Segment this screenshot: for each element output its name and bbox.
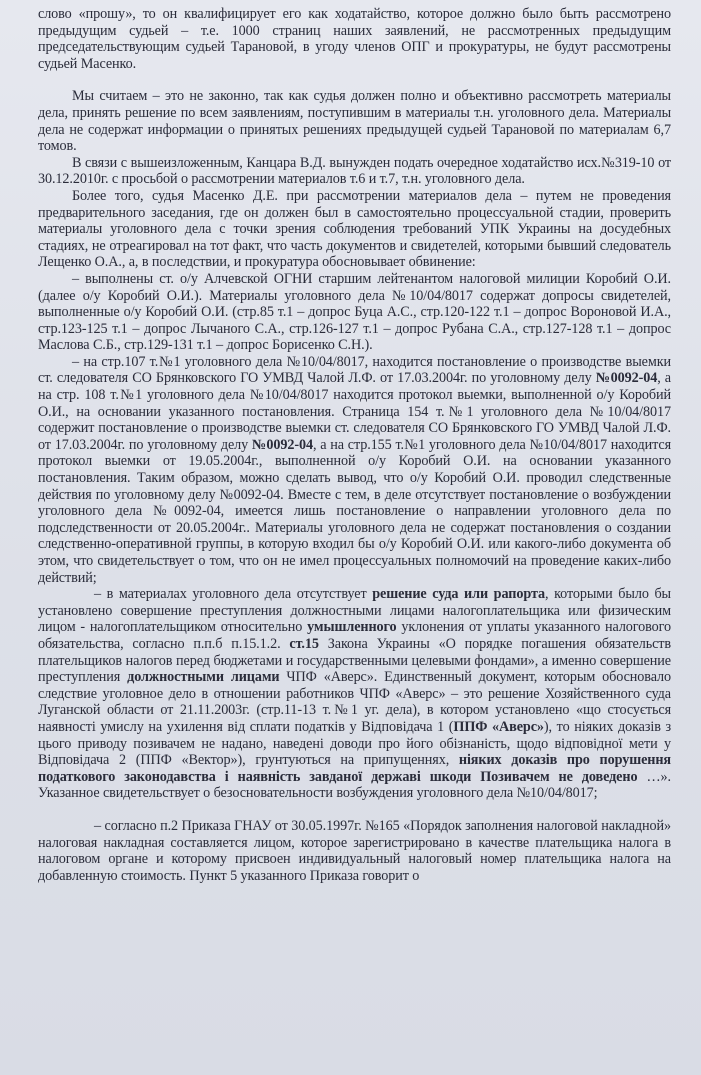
text-run: – в материалах уголовного дела отсутствует xyxy=(94,586,373,603)
paragraph-continuation xyxy=(38,6,671,72)
text-run: , а на стр. 108 т.№1 уголовного дела №10/04/8017 находится протокол выемки, выполненной о/у Коробий О.И., на основании указанного постановления. Страница 154 т.№1 уголовного дела №10/04/8017 содержит постановление о производстве выемки ст. следователя СО Брянковского ГО УМВД Чалой Л.Ф. от 17.03.2004г. по уголовному делу xyxy=(38,370,672,453)
text-run: ЧПФ «Аверс». Единственный документ, которым обосновало следствие уголовное дело в отношении работников ЧПФ «Аверс» – это решение Хозяйственного суда Луганской области от 21.11.2003г. (стр.11-13 т.№1 уг. дела), в котором установлено «що стосується наявності умислу на ухилення від сплати податків у Відповідача 1 ( xyxy=(38,669,671,735)
bold-case-number: №0092-04 xyxy=(251,436,314,453)
paragraph-court-decision xyxy=(38,586,671,802)
bold-text: решение суда или рапорта xyxy=(372,586,545,603)
bold-text: умышленного xyxy=(307,619,397,636)
text-run: Более того, судья Масенко Д.Е. при рассмотрении материалов дела – путем не проведения предварительного заседания, где он должен был в самостоятельно процессуальной стадии, проверить материалы уголовного дела с точки зрения соблюдения требований УПК Украины на досудебных стадиях, не отреагировал на тот факт, что часть документов и свидетелей, которыми бывший следователь Лещенко О.А., а, в последствии, и прокуратура обосновывает обвинение: xyxy=(38,187,671,271)
text-run: ), то ніяких доказів з цього приводу позивачем не надано, наведені доводи про його обізнаність, щодо відповідної мети у Відповідача 2 (ППФ «Вектор»), грунтуються на припущеннях, xyxy=(38,718,671,769)
paragraph-petition xyxy=(38,155,671,188)
bold-text: ППФ «Аверс» xyxy=(453,718,544,735)
paragraph-judge-review xyxy=(38,188,671,271)
text-run: Закона Украины «О порядке погашения обязательств плательщиков налогов перед бюджетами и государственными целевыми фондами», а именно совершение преступления xyxy=(38,635,672,686)
text-run: Мы считаем – это не законно, так как судья должен полно и объективно рассмотреть материалы дела, принять решение по всем заявлениям, поступившим в материалы т.н. уголовного дела. Материалы дела не содержат информации о принятых решениях предыдущей судьей Тарановой по материалам 6,7 томов. xyxy=(38,88,671,155)
paragraph-objection xyxy=(38,88,671,154)
text-run: слово «прошу», то он квалифицирует его как ходатайство, которое должно было быть рассмотрено предыдущим судьей – т.е. 1000 страниц наших заявлений, не рассмотренных предыдущим председательствующим судьей Тарановой, в угоду членов ОПГ и прокуратуры, не будут рассмотрены судьей Масенко. xyxy=(38,6,671,72)
text-run: , а на стр.155 т.№1 уголовного дела №10/04/8017 находится протокол выемки от 19.05.2004г., выполненной о/у Коробий О.И. на основании указанного постановления. Таким образом, можно сделать вывод, что о/у Коробий О.И. проводил следственные действия по уголовному делу №0092-04. Вместе с тем, в деле отсутствует постановление о возбуждении уголовного дела №0092-04, имеется лишь постановление о направлении уголовного дела по подследственности от 20.05.2004г.. Материалы уголовного дела не содержат постановления о создании следственно-оперативной группы, в которую входил бы о/у Коробий О.И. или какого-либо документа об этом, что свидетельствует о том, что он не имел процессуальных полномочий на проведение каких-либо действий; xyxy=(38,436,672,586)
text-run: – выполнены ст. о/у Алчевской ОГНИ старшим лейтенантом налоговой милиции Коробий О.И. (далее о/у Коробий О.И.). Материалы уголовного дела №10/04/8017 содержат допросы свидетелей, выполненные о/у Коробий О.И. (стр.85 т.1 – допрос Буца А.С., стр.120-122 т.1 – допрос Вороновой И.А., стр.123-125 т.1 – допрос Лычаного С.А., стр.126-127 т.1 – допрос Рубана С.А., стр.127-128 т.1 – допрос Маслова С.Б., стр.129-131 т.1 – допрос Борисенко С.Н.). xyxy=(38,270,671,354)
bold-case-number: №0092-04 xyxy=(595,370,658,387)
text-run: …». Указанное свидетельствует о безосновательности возбуждения уголовного дела №10/04/8017; xyxy=(38,768,671,802)
paragraph-tax-invoice xyxy=(38,818,671,884)
text-run: уклонения от уплаты указанного налогового обязательства, согласно п.п.б п.15.1.2. xyxy=(38,619,672,652)
text-run: – на стр.107 т.№1 уголовного дела №10/04/8017, находится постановление о производстве выемки ст. следователя СО Брянковского ГО УМВД Чалой Л.Ф. от 17.03.2004г. по уголовному делу xyxy=(38,353,671,387)
bold-text: ст.15 xyxy=(289,635,319,652)
text-run: – согласно п.2 Приказа ГНАУ от 30.05.1997г. №165 «Порядок заполнения налоговой накладной» налоговая накладная составляется лицом, которое зарегистрировано в качестве плательщика налога в налоговом органе и которому присвоен индивидуальный налоговый номер плательщика налога на добавленную стоимость. Пункт 5 указанного Приказа говорит о xyxy=(38,817,671,884)
text-run: , которыми было бы установлено совершение преступления должностными лицами налогоплательщика или физическим лицом - налогоплательщиком относительно xyxy=(38,586,671,636)
text-run: В связи с вышеизложенным, Канцара В.Д. вынужден подать очередное ходатайство исх.№319-10 от 30.12.2010г. с просьбой о рассмотрении материалов т.6 и т.7, т.н. уголовного дела. xyxy=(38,154,671,188)
bold-text: ніяких доказів про порушення податкового законодавства і наявність завданої державі шкоди Позивачем не доведено xyxy=(38,752,671,785)
bold-text: должностными лицами xyxy=(127,669,280,686)
paragraph-witness-list xyxy=(38,271,671,354)
paragraph-seizure xyxy=(38,354,671,586)
